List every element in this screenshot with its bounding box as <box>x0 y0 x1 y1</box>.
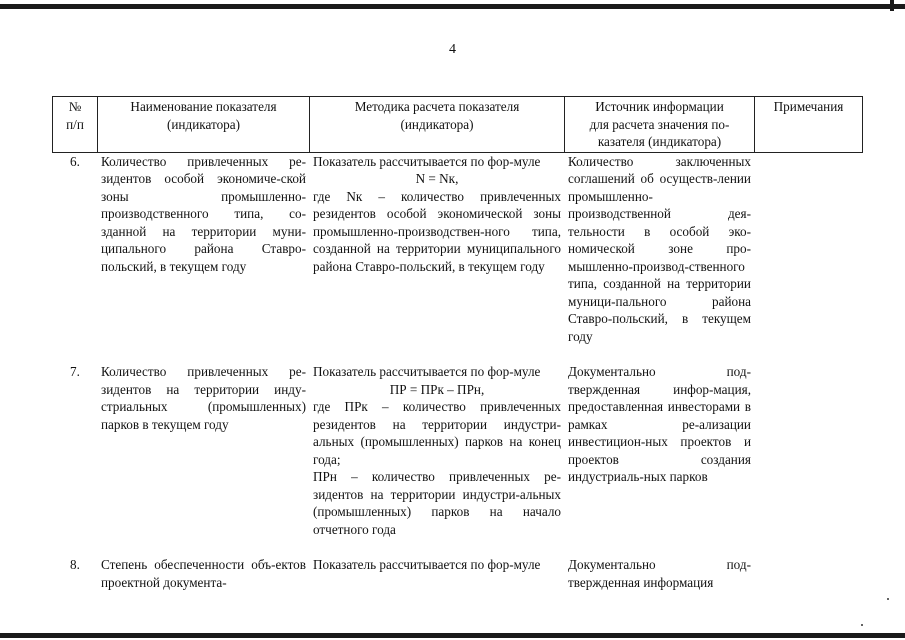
header-name <box>98 97 310 153</box>
page-number: 4 <box>449 42 456 57</box>
notes-cell <box>755 556 863 591</box>
header-notes-line: Примечания <box>773 99 844 114</box>
information-source: Документально под-твержденная информация <box>568 557 751 590</box>
row-spacer <box>53 538 863 556</box>
method-intro: Показатель рассчитывается по фор-муле <box>313 364 541 379</box>
indicator-name: Количество привлеченных ре-зидентов на территории инду-стриальных (промышленных) парков в текущем году <box>101 364 306 432</box>
header-name-line: Наименование показателя <box>130 99 277 114</box>
row-spacer <box>53 345 863 363</box>
header-notes <box>755 97 863 153</box>
formula: ПР = ПРк – ПРн, <box>389 381 485 397</box>
header-num-line: № <box>68 99 82 114</box>
header-source-line: для расчета значения по- <box>589 116 730 132</box>
scan-edge-top <box>0 4 905 9</box>
scan-speck <box>887 598 889 600</box>
formula: N = Nк, <box>415 171 459 186</box>
information-source: Документально под-твержденная инфор-мация, предоставленная инвесторами в рамках ре-ализации инвестицион-ных проектов и проектов создания индустриаль-ных парков <box>568 364 751 484</box>
row-number: 6. <box>70 153 80 169</box>
header-method-line: (индикатора) <box>400 116 474 132</box>
method-intro: Показатель рассчитывается по фор-муле <box>313 153 541 169</box>
header-source-line: Источник информации <box>595 99 724 114</box>
method-body: где Nк – количество привлеченных резидентов особой экономической зоны промышленно-производствен-ного типа, созданной на территории муниципального района Ставро-польский, в текущем году <box>313 188 561 274</box>
indicator-name: Количество привлеченных ре-зидентов особой экономиче-ской зоны промышленно-производственного типа, со-зданной на территории муни-ципального района Ставро-польский, в текущем году <box>101 153 306 274</box>
calculation-method <box>310 152 565 345</box>
header-source <box>565 97 755 153</box>
header-num <box>53 97 98 153</box>
indicator-table <box>52 96 863 591</box>
row-number: 8. <box>70 557 80 572</box>
table-row <box>53 152 863 345</box>
calculation-method <box>310 556 565 591</box>
header-method <box>310 97 565 153</box>
indicator-name: Степень обеспеченности объ-ектов проектной документа- <box>101 557 306 590</box>
scan-edge-bottom <box>0 633 905 638</box>
header-source-line: казателя (индикатора) <box>597 134 722 149</box>
row-number: 7. <box>70 364 80 379</box>
scan-corner-mark <box>890 0 894 11</box>
notes-cell <box>755 363 863 538</box>
scan-speck <box>861 624 863 626</box>
table-header-row <box>53 97 863 153</box>
table-row <box>53 556 863 591</box>
method-intro: Показатель рассчитывается по фор-муле <box>313 557 541 572</box>
header-method-line: Методика расчета показателя <box>354 99 520 114</box>
method-body: где ПРк – количество привлеченных резидентов на территории индустри-альных (промышленных) парков на конец года; <box>313 399 561 467</box>
calculation-method <box>310 363 565 538</box>
table-row <box>53 363 863 538</box>
header-num-line: п/п <box>66 116 84 132</box>
header-name-line: (индикатора) <box>166 116 240 132</box>
information-source: Количество заключенных соглашений об осуществ-лении промышленно-производственной дея-тельности в особой эко-номической зоне про-мышленно-производ-ственного типа, созданной на территории муници-пального района Ставро-польский, в текущем году <box>568 153 751 344</box>
method-body: ПРн – количество привлеченных ре-зидентов на территории индустри-альных (промышленных) парков на начало отчетного года <box>313 469 561 537</box>
notes-cell <box>755 152 863 345</box>
